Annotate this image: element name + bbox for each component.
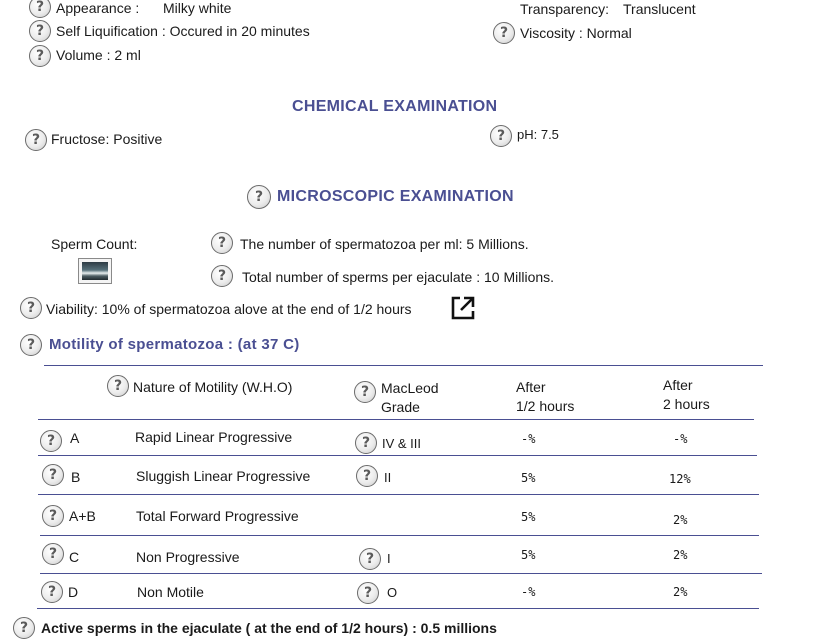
help-icon[interactable]: ? bbox=[493, 22, 515, 44]
help-icon[interactable]: ? bbox=[29, 0, 51, 18]
viability-text: Viability: 10% of spermatozoa alove at the end of 1/2 hours bbox=[46, 301, 412, 317]
row-half: -% bbox=[521, 432, 536, 446]
external-link-icon[interactable] bbox=[449, 294, 477, 322]
row-two: -% bbox=[673, 432, 688, 446]
help-icon[interactable]: ? bbox=[211, 265, 233, 287]
row-two: 2% bbox=[673, 585, 688, 599]
row-two: 2% bbox=[673, 548, 688, 562]
microscopic-heading: MICROSCOPIC EXAMINATION bbox=[277, 188, 514, 205]
header-macleod: MacLeod bbox=[381, 380, 439, 396]
image-thumbnail-icon[interactable] bbox=[78, 258, 112, 284]
row-nature: Non Progressive bbox=[136, 549, 240, 565]
chemical-heading: CHEMICAL EXAMINATION bbox=[292, 98, 498, 115]
row-rule bbox=[37, 608, 759, 609]
transparency-value: Translucent bbox=[623, 1, 696, 17]
help-icon[interactable]: ? bbox=[356, 465, 378, 487]
row-nature: Sluggish Linear Progressive bbox=[136, 468, 311, 484]
table-header-rule bbox=[38, 419, 754, 420]
per-ejaculate-text: Total number of sperms per ejaculate : 10 Millions. bbox=[242, 269, 555, 285]
row-rule bbox=[40, 535, 759, 536]
help-icon[interactable]: ? bbox=[107, 375, 129, 397]
row-rule bbox=[40, 573, 762, 574]
appearance-label: Appearance : bbox=[56, 0, 140, 16]
appearance-value: Milky white bbox=[163, 0, 232, 16]
help-icon[interactable]: ? bbox=[29, 45, 51, 67]
header-after-half: After bbox=[516, 379, 546, 395]
liquefaction-text: Self Liquification : Occured in 20 minutes bbox=[56, 23, 310, 39]
row-rule bbox=[38, 455, 757, 456]
viscosity-text: Viscosity : Normal bbox=[520, 25, 632, 41]
row-grade: I bbox=[387, 551, 391, 566]
row-nature: Non Motile bbox=[137, 584, 204, 600]
row-grade: IV & III bbox=[382, 436, 422, 451]
row-half: 5% bbox=[521, 548, 536, 562]
help-icon[interactable]: ? bbox=[42, 543, 64, 565]
transparency-label: Transparency: bbox=[520, 1, 609, 17]
help-icon[interactable]: ? bbox=[357, 582, 379, 604]
row-code: A bbox=[70, 430, 80, 446]
header-nature: Nature of Motility (W.H.O) bbox=[133, 379, 293, 395]
help-icon[interactable]: ? bbox=[211, 232, 233, 254]
help-icon[interactable]: ? bbox=[25, 129, 47, 151]
help-icon[interactable]: ? bbox=[13, 617, 35, 639]
row-rule bbox=[38, 494, 759, 495]
row-two: 2% bbox=[673, 513, 688, 527]
help-icon[interactable]: ? bbox=[20, 297, 42, 319]
help-icon[interactable]: ? bbox=[355, 432, 377, 454]
header-grade: Grade bbox=[381, 399, 420, 415]
volume-text: Volume : 2 ml bbox=[56, 47, 141, 63]
row-nature: Total Forward Progressive bbox=[136, 508, 299, 524]
ph-text: pH: 7.5 bbox=[517, 127, 559, 142]
help-icon[interactable]: ? bbox=[490, 125, 512, 147]
help-icon[interactable]: ? bbox=[41, 581, 63, 603]
help-icon[interactable]: ? bbox=[42, 505, 64, 527]
header-after-two: After bbox=[663, 377, 693, 393]
row-grade: O bbox=[387, 585, 398, 600]
help-icon[interactable]: ? bbox=[40, 430, 62, 452]
help-icon[interactable]: ? bbox=[20, 334, 42, 356]
help-icon[interactable]: ? bbox=[29, 20, 51, 42]
row-half: 5% bbox=[521, 510, 536, 524]
row-code: C bbox=[69, 549, 80, 565]
row-grade: II bbox=[384, 470, 392, 485]
table-top-rule bbox=[44, 365, 763, 366]
motility-heading: Motility of spermatozoa : (at 37 C) bbox=[49, 336, 300, 353]
header-two-hours: 2 hours bbox=[663, 396, 710, 412]
header-half-hours: 1/2 hours bbox=[516, 398, 575, 414]
row-nature: Rapid Linear Progressive bbox=[135, 429, 293, 445]
row-two: 12% bbox=[669, 472, 691, 486]
sperm-count-label: Sperm Count: bbox=[51, 236, 138, 252]
help-icon[interactable]: ? bbox=[354, 381, 376, 403]
row-code: B bbox=[71, 469, 81, 485]
row-half: 5% bbox=[521, 471, 536, 485]
help-icon[interactable]: ? bbox=[247, 185, 271, 209]
row-half: -% bbox=[521, 585, 536, 599]
help-icon[interactable]: ? bbox=[42, 464, 64, 486]
active-sperms-text: Active sperms in the ejaculate ( at the end of 1/2 hours) : 0.5 millions bbox=[41, 620, 497, 636]
per-ml-text: The number of spermatozoa per ml: 5 Millions. bbox=[240, 236, 529, 252]
row-code: A+B bbox=[69, 508, 96, 524]
row-code: D bbox=[68, 584, 79, 600]
help-icon[interactable]: ? bbox=[359, 548, 381, 570]
fructose-text: Fructose: Positive bbox=[51, 131, 163, 147]
